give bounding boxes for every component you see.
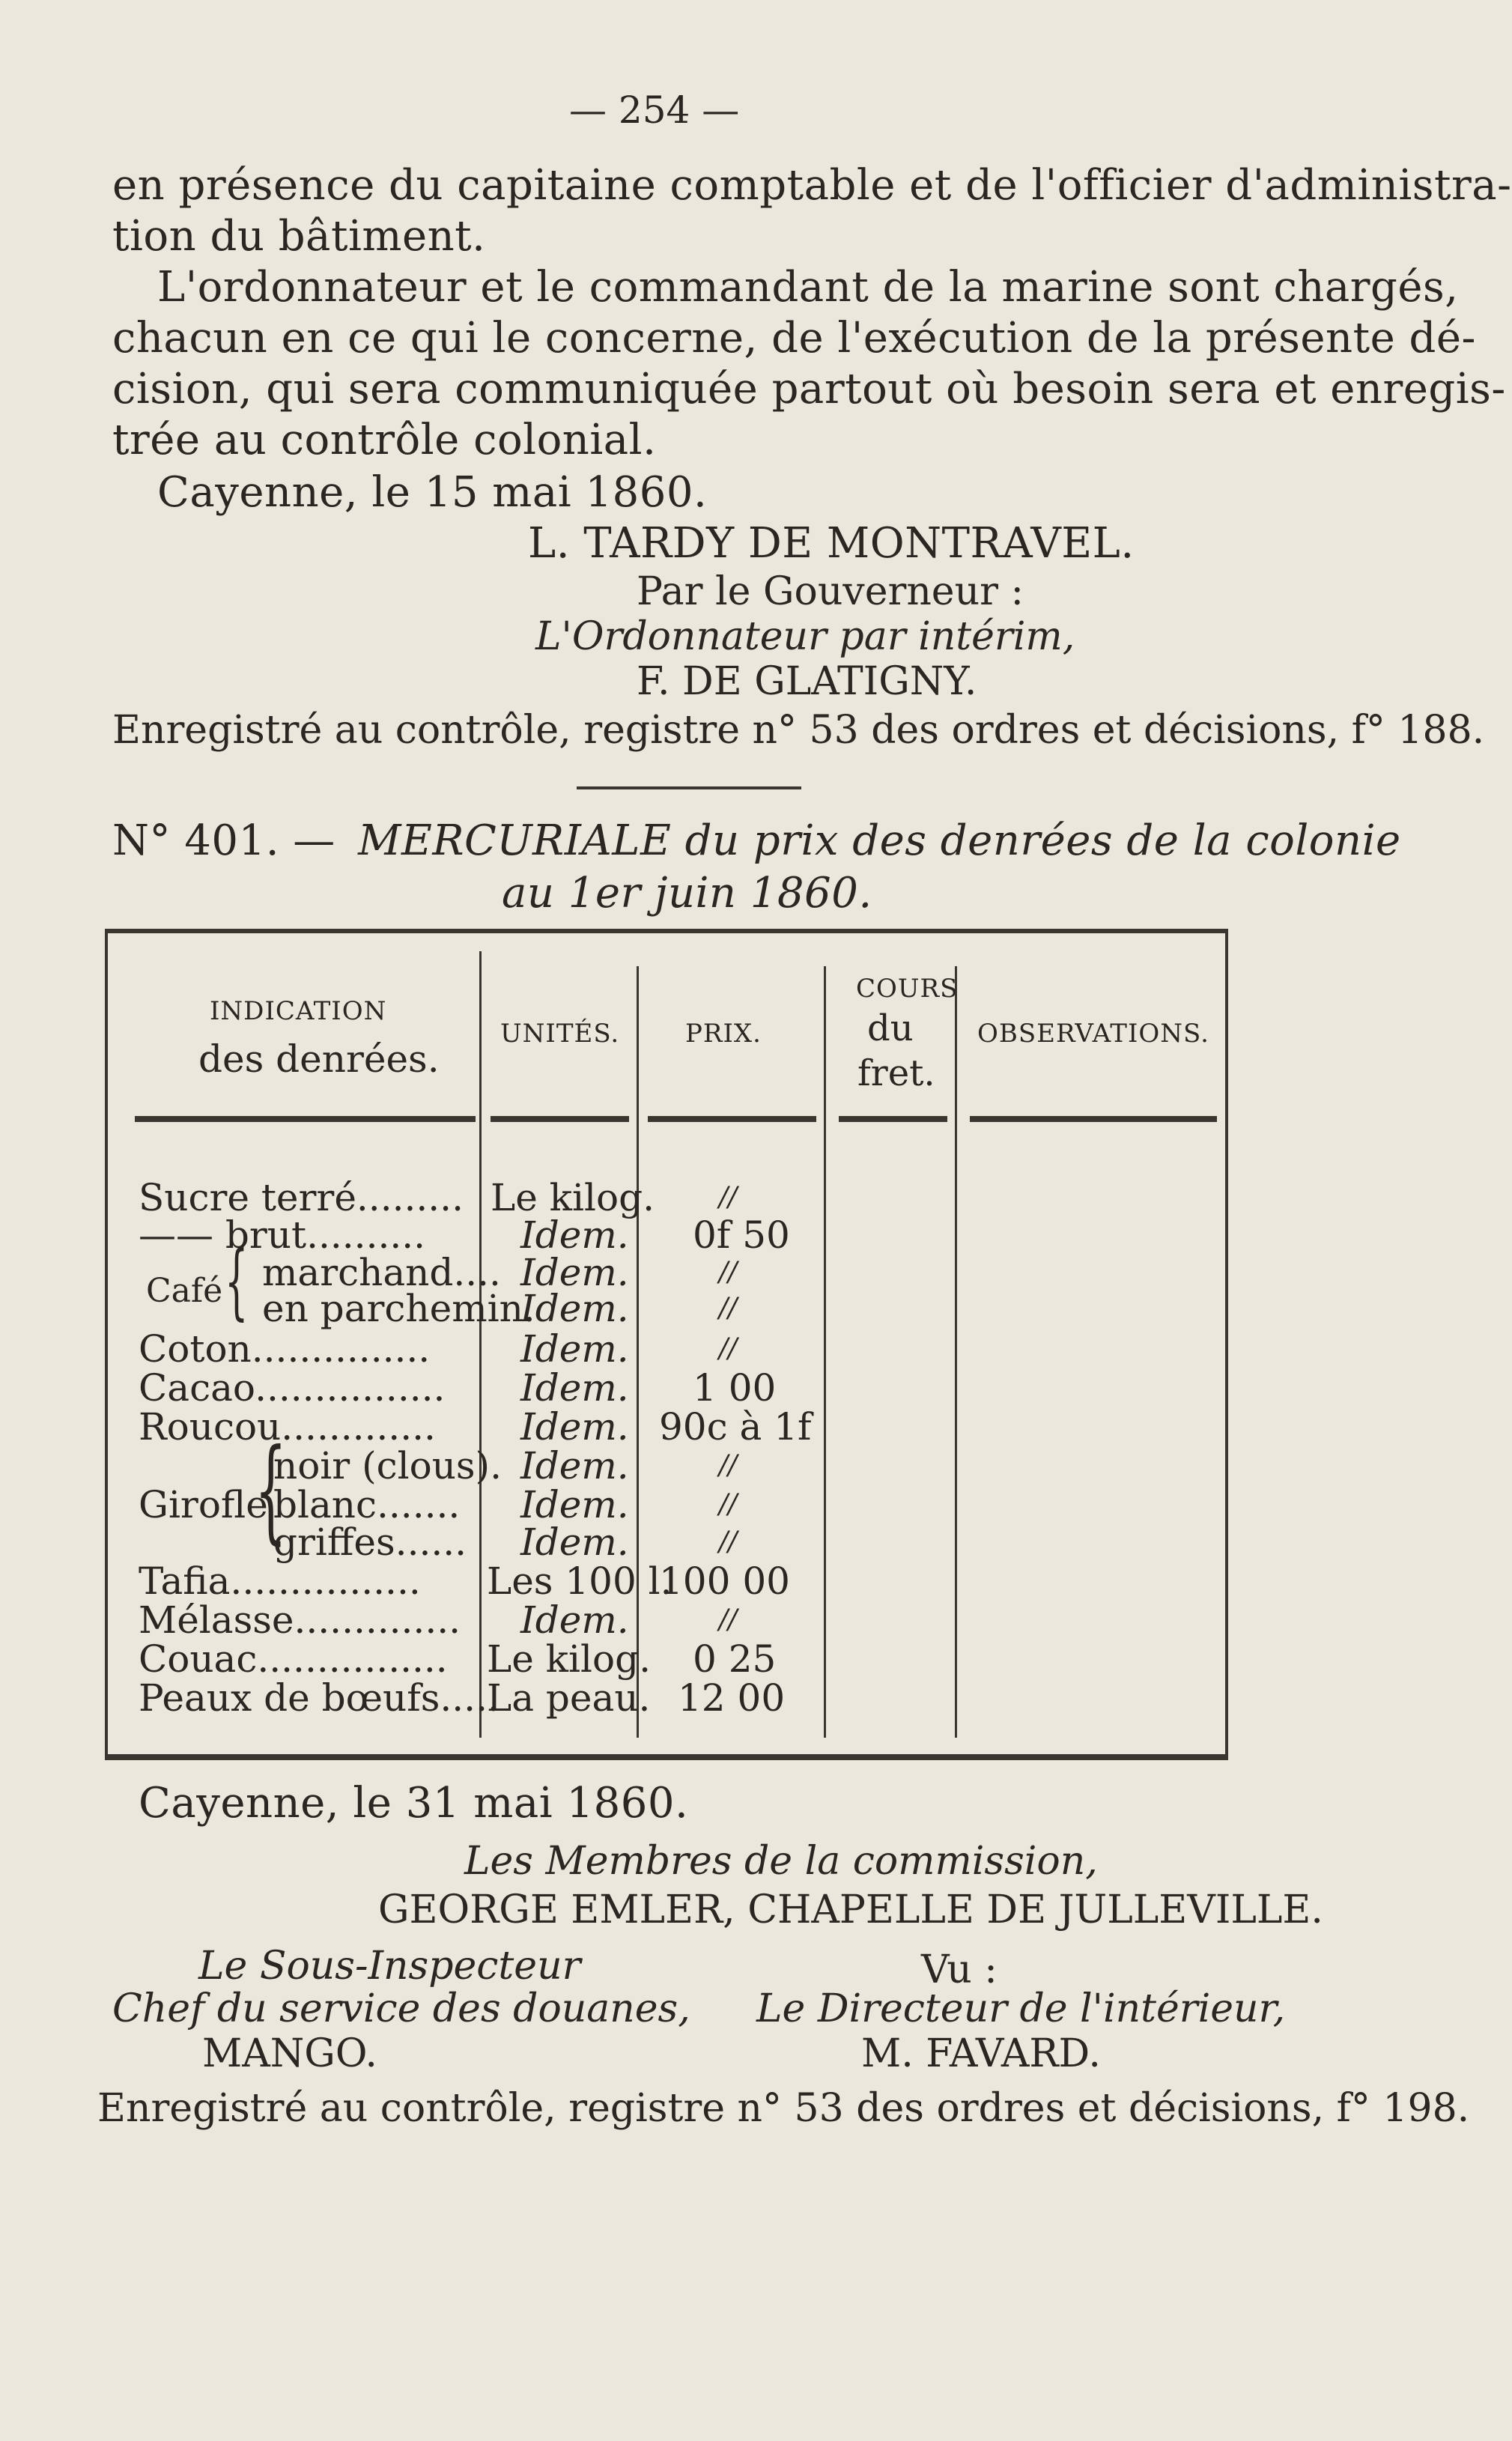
sous-inspecteur-title-2: Chef du service des douanes, [112,1986,690,2031]
row-item: Roucou............. [139,1405,436,1449]
intro-line: chacun en ce qui le concerne, de l'exécution de la présente dé- [112,314,1476,363]
row-price: // [719,1293,738,1323]
header-indication: INDICATION [210,996,387,1026]
row-price: 1 00 [693,1366,777,1410]
row-item: Peaux de bœufs..... [139,1676,500,1720]
header-prix: PRIX. [685,1019,762,1049]
row-price: 0 25 [693,1637,777,1681]
row-unit: Le kilog. [491,1176,655,1219]
header-indication-sub: des denrées. [198,1037,440,1081]
column-divider [955,966,957,1738]
separator-rule [577,786,801,789]
row-price: // [719,1489,738,1520]
header-unites: UNITÉS. [500,1019,620,1049]
row-unit: Idem. [520,1327,629,1371]
row-unit: Idem. [520,1287,629,1330]
header-observations: OBSERVATIONS. [977,1019,1209,1049]
page-number: — 254 — [569,88,740,132]
vu-label: Vu : [921,1947,998,1992]
directeur-title: Le Directeur de l'intérieur, [756,1986,1286,2031]
header-rule [135,1116,476,1122]
intro-line: L'ordonnateur et le commandant de la marine sont chargés, [157,263,1459,312]
row-item: en parchemin. [262,1287,535,1330]
row-price: // [719,1257,738,1288]
sous-inspecteur-name: MANGO. [202,2031,377,2076]
section-number: N° 401. — [112,816,336,865]
column-divider [637,966,639,1738]
row-item: griffes...... [273,1520,467,1564]
row-item: marchand.... [262,1251,501,1294]
ordonnateur-name: F. DE GLATIGNY. [637,659,977,704]
header-rule [839,1116,947,1122]
section-title: MERCURIALE du prix des denrées de la colonie [358,816,1401,865]
column-divider [824,966,826,1738]
row-item: Couac................ [139,1637,448,1681]
header-cours-fret: fret. [857,1052,935,1094]
row-price: 90c à 1f [659,1405,812,1449]
row-unit: Idem. [520,1251,629,1294]
intro-line: en présence du capitaine comptable et de l'officier d'administra- [112,161,1512,210]
row-price: 12 00 [678,1676,786,1720]
header-rule [491,1116,629,1122]
sous-inspecteur-title: Le Sous-Inspecteur [198,1944,581,1989]
section-title-line2: au 1er juin 1860. [502,869,872,918]
intro-line: tion du bâtiment. [112,212,486,261]
header-cours-du: du [867,1007,914,1049]
row-unit: La peau. [487,1676,651,1720]
row-item: Tafia................ [139,1559,421,1603]
group-label-girofle: Girofle [139,1483,268,1526]
group-label-cafe: Café [146,1272,223,1310]
row-unit: Le kilog. [487,1637,651,1681]
commission-label: Les Membres de la commission, [464,1839,1098,1884]
brace-cafe: { [225,1233,249,1329]
row-unit: Idem. [520,1444,629,1488]
row-unit: Les 100 l. [487,1559,672,1603]
row-unit: Idem. [520,1405,629,1449]
header-cours: COURS [856,974,959,1004]
intro-line: trée au contrôle colonial. [112,416,657,464]
par-le-gouverneur: Par le Gouverneur : [637,569,1024,614]
row-item: Cacao................ [139,1366,446,1410]
column-divider [479,951,482,1738]
registration-line-2: Enregistré au contrôle, registre n° 53 des ordres et décisions, f° 198. [97,2086,1470,2131]
registration-line: Enregistré au contrôle, registre n° 53 des ordres et décisions, f° 188. [112,708,1485,753]
brace-girofle: { [255,1425,287,1556]
directeur-name: M. FAVARD. [861,2031,1101,2076]
row-unit: Idem. [520,1520,629,1564]
section-heading [112,816,1401,866]
row-item: blanc....... [273,1483,461,1526]
ordonnateur-title: L'Ordonnateur par intérim, [535,614,1075,659]
row-price: // [719,1182,738,1213]
signatory: L. TARDY DE MONTRAVEL. [528,519,1135,568]
row-price: // [719,1604,738,1635]
row-price: 100 00 [659,1559,790,1603]
header-rule [648,1116,816,1122]
row-price: // [719,1333,738,1364]
header-rule [970,1116,1217,1122]
row-item: —— brut.......... [139,1213,426,1257]
row-item: noir (clous). [273,1444,502,1488]
row-item: Coton............... [139,1327,431,1371]
row-item: Mélasse.............. [139,1598,461,1642]
row-item: Sucre terré......... [139,1176,464,1219]
decision-date: Cayenne, le 15 mai 1860. [157,468,708,517]
row-price: // [719,1526,738,1557]
row-unit: Idem. [520,1483,629,1526]
row-unit: Idem. [520,1598,629,1642]
intro-line: cision, qui sera communiquée partout où besoin sera et enregis- [112,365,1506,413]
row-unit: Idem. [520,1213,629,1257]
closing-date: Cayenne, le 31 mai 1860. [139,1779,689,1828]
row-unit: Idem. [520,1366,629,1410]
row-price: 0f 50 [693,1213,790,1257]
commission-names: GEORGE EMLER, CHAPELLE DE JULLEVILLE. [378,1887,1323,1932]
row-price: // [719,1450,738,1481]
